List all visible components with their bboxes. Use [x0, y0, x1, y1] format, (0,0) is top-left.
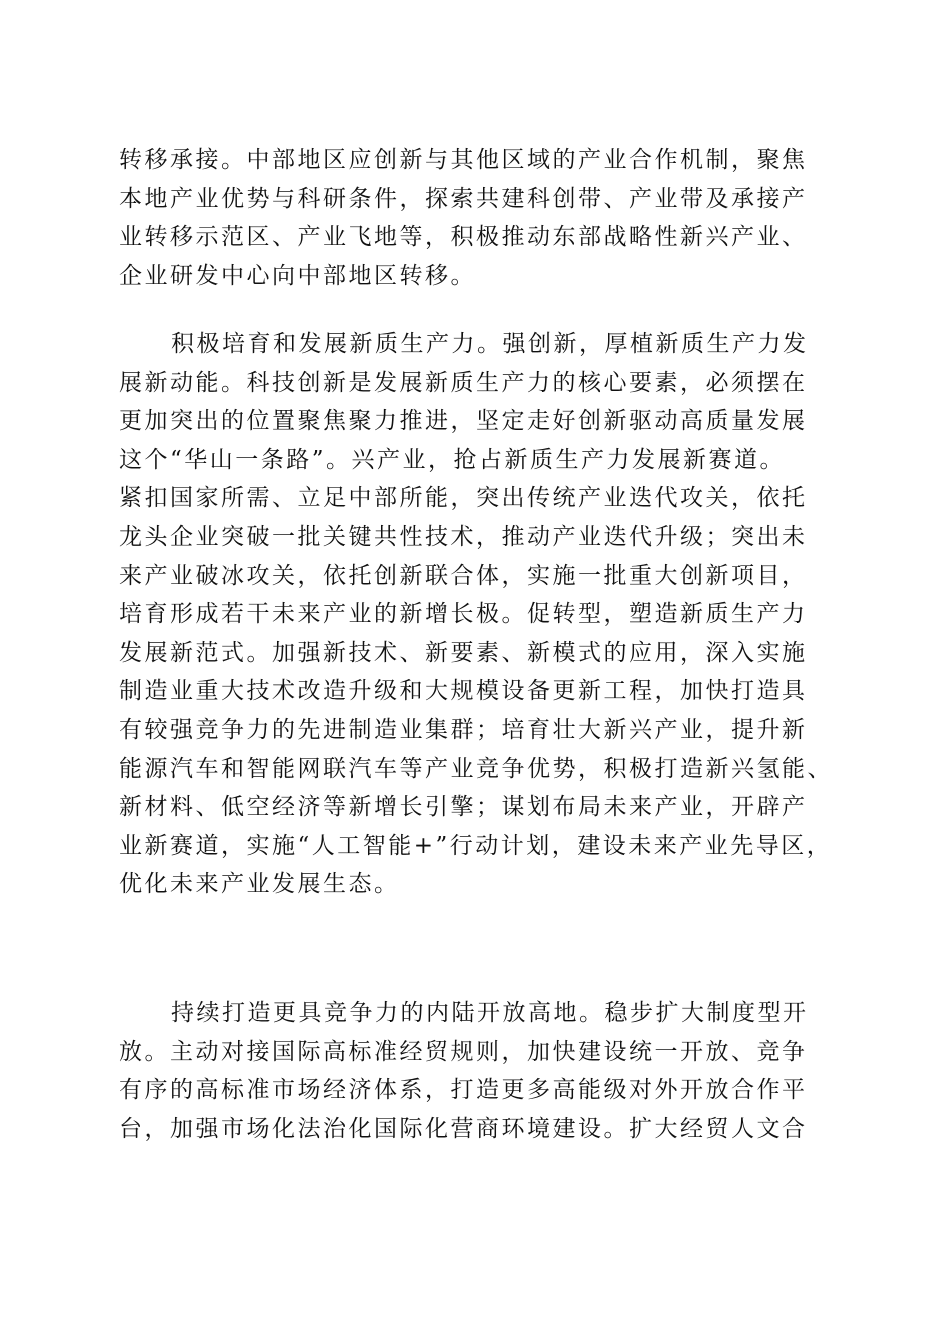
- text-line: 制造业重大技术改造升级和大规模设备更新工程，加快打造具: [119, 678, 808, 705]
- text-line: 来产业破冰攻关，依托创新联合体，实施一批重大创新项目，: [119, 562, 808, 589]
- text-line: 积极培育和发展新质生产力。强创新，厚植新质生产力发: [171, 331, 809, 357]
- paragraph-inland-opening: [119, 994, 833, 1148]
- text-line: 发展新范式。加强新技术、新要素、新模式的应用，深入实施: [119, 639, 808, 666]
- text-line: 展新动能。科技创新是发展新质生产力的核心要素，必须摆在: [119, 369, 808, 396]
- text-line: 转移承接。中部地区应创新与其他区域的产业合作机制，聚焦: [119, 147, 808, 173]
- text-line: 龙头企业突破一批关键共性技术，推动产业迭代升级；突出未: [119, 523, 808, 550]
- text-line: 有较强竞争力的先进制造业集群；培育壮大新兴产业，提升新: [119, 716, 808, 743]
- text-line: 更加突出的位置聚焦聚力推进，坚定走好创新驱动高质量发展: [119, 408, 808, 435]
- text-line: 业转移示范区、产业飞地等，积极推动东部战略性新兴产业、: [119, 224, 808, 251]
- text-line: 本地产业优势与科研条件，探索共建科创带、产业带及承接产: [119, 185, 808, 212]
- text-line: 能源汽车和智能网联汽车等产业竞争优势，积极打造新兴氢能、: [119, 755, 833, 782]
- text-line: 新材料、低空经济等新增长引擎；谋划布局未来产业，开辟产: [119, 794, 808, 821]
- text-line: 有序的高标准市场经济体系，打造更多高能级对外开放合作平: [119, 1077, 808, 1104]
- text-line: 台，加强市场化法治化国际化营商环境建设。扩大经贸人文合: [119, 1115, 808, 1142]
- text-line: 优化未来产业发展生态。: [119, 871, 400, 898]
- text-line: 放。主动对接国际高标准经贸规则，加快建设统一开放、竞争: [119, 1038, 808, 1065]
- text-line: 紧扣国家所需、立足中部所能，突出传统产业迭代攻关，依托: [119, 485, 808, 512]
- paragraph-transfer: [119, 141, 833, 295]
- text-line: 企业研发中心向中部地区转移。: [119, 262, 476, 289]
- paragraph-new-productivity: [119, 325, 833, 904]
- text-line: 业新赛道，实施“人工智能+”行动计划，建设未来产业先导区，: [119, 832, 833, 859]
- text-line: 这个“华山一条路”。兴产业，抢占新质生产力发展新赛道。: [119, 446, 786, 473]
- text-line: 持续打造更具竞争力的内陆开放高地。稳步扩大制度型开: [171, 1000, 809, 1026]
- text-line: 培育形成若干未来产业的新增长极。促转型，塑造新质生产力: [119, 601, 808, 628]
